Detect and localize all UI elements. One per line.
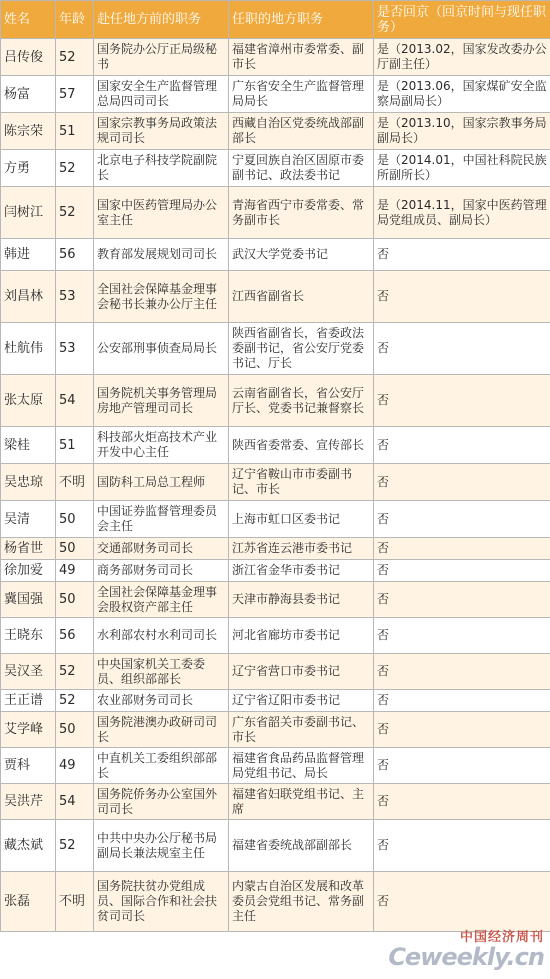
cell-name: 王晓东 — [1, 618, 56, 654]
cell-return-status: 否 — [374, 748, 550, 784]
cell-name: 闫树江 — [1, 187, 56, 239]
cell-age: 52 — [56, 187, 94, 239]
cell-name: 杨省世 — [1, 538, 56, 560]
cell-age: 49 — [56, 748, 94, 784]
table-row — [1, 501, 550, 538]
cell-name: 艾学峰 — [1, 712, 56, 748]
cell-age: 52 — [56, 820, 94, 872]
cell-age: 54 — [56, 784, 94, 820]
cell-previous-post: 商务部财务司司长 — [94, 560, 229, 582]
cell-age: 50 — [56, 538, 94, 560]
cell-return-status: 否 — [374, 375, 550, 427]
cell-return-status: 是（2014.01，中国社科院民族所副所长） — [374, 150, 550, 187]
header-return-status: 是否回京（回京时间与现任职务） — [374, 1, 550, 39]
header-previous-post: 赴任地方前的职务 — [94, 1, 229, 39]
header-age: 年龄 — [56, 1, 94, 39]
cell-return-status: 否 — [374, 464, 550, 501]
table-row — [1, 113, 550, 150]
cell-name: 方勇 — [1, 150, 56, 187]
cell-age: 不明 — [56, 464, 94, 501]
cell-name: 杜航伟 — [1, 323, 56, 375]
cell-previous-post: 科技部火炬高技术产业开发中心主任 — [94, 427, 229, 464]
cell-name: 吕传俊 — [1, 39, 56, 76]
cell-age: 50 — [56, 712, 94, 748]
cell-age: 50 — [56, 582, 94, 618]
header-row — [1, 1, 550, 39]
cell-age: 52 — [56, 654, 94, 690]
cell-return-status: 否 — [374, 784, 550, 820]
cell-name: 贾科 — [1, 748, 56, 784]
cell-age: 56 — [56, 239, 94, 271]
header-name: 姓名 — [1, 1, 56, 39]
cell-previous-post: 中央国家机关工委委员、组织部部长 — [94, 654, 229, 690]
cell-local-post: 江苏省连云港市委书记 — [229, 538, 374, 560]
cell-name: 刘昌林 — [1, 271, 56, 323]
cell-previous-post: 国务院侨务办公室国外司司长 — [94, 784, 229, 820]
table-row — [1, 538, 550, 560]
cell-local-post: 福建省漳州市委常委、副市长 — [229, 39, 374, 76]
cell-previous-post: 全国社会保障基金理事会秘书长兼办公厅主任 — [94, 271, 229, 323]
table-row — [1, 872, 550, 932]
cell-return-status: 是（2013.02，国家发改委办公厅副主任） — [374, 39, 550, 76]
cell-previous-post: 国家宗教事务局政策法规司司长 — [94, 113, 229, 150]
table-row — [1, 427, 550, 464]
table-row — [1, 712, 550, 748]
cell-return-status: 否 — [374, 271, 550, 323]
cell-name: 陈宗荣 — [1, 113, 56, 150]
cell-local-post: 河北省廊坊市委书记 — [229, 618, 374, 654]
cell-local-post: 浙江省金华市委书记 — [229, 560, 374, 582]
table-row — [1, 150, 550, 187]
cell-previous-post: 国家中医药管理局办公室主任 — [94, 187, 229, 239]
cell-local-post: 辽宁省辽阳市委书记 — [229, 690, 374, 712]
table-row — [1, 618, 550, 654]
table-row — [1, 582, 550, 618]
table-row — [1, 239, 550, 271]
cell-age: 50 — [56, 501, 94, 538]
cell-local-post: 武汉大学党委书记 — [229, 239, 374, 271]
cell-return-status: 否 — [374, 560, 550, 582]
cell-age: 52 — [56, 690, 94, 712]
cell-previous-post: 农业部财务司司长 — [94, 690, 229, 712]
watermark-cn: 中国经济周刊 — [459, 930, 544, 945]
cell-previous-post: 国务院办公厅正局级秘书 — [94, 39, 229, 76]
cell-previous-post: 全国社会保障基金理事会股权资产部主任 — [94, 582, 229, 618]
cell-local-post: 辽宁省营口市委书记 — [229, 654, 374, 690]
cell-previous-post: 中直机关工委组织部部长 — [94, 748, 229, 784]
cell-local-post: 内蒙古自治区发展和改革委员会党组书记、常务副主任 — [229, 872, 374, 932]
cell-return-status: 否 — [374, 872, 550, 932]
cell-local-post: 江西省副省长 — [229, 271, 374, 323]
cell-previous-post: 国家安全生产监督管理总局四司司长 — [94, 76, 229, 113]
cell-name: 韩进 — [1, 239, 56, 271]
cell-age: 51 — [56, 113, 94, 150]
cell-return-status: 是（2013.10，国家宗教事务局副局长） — [374, 113, 550, 150]
table-row — [1, 748, 550, 784]
cell-local-post: 西藏自治区党委统战部副部长 — [229, 113, 374, 150]
cell-age: 54 — [56, 375, 94, 427]
cell-previous-post: 国务院港澳办政研司司长 — [94, 712, 229, 748]
cell-return-status: 否 — [374, 501, 550, 538]
cell-local-post: 广东省韶关市委副书记、市长 — [229, 712, 374, 748]
cell-previous-post: 国务院机关事务管理局房地产管理司司长 — [94, 375, 229, 427]
cell-name: 吴忠琼 — [1, 464, 56, 501]
cell-name: 吴清 — [1, 501, 56, 538]
cell-local-post: 福建省食品药品监督管理局党组书记、局长 — [229, 748, 374, 784]
header-local-post: 任职的地方职务 — [229, 1, 374, 39]
table-row — [1, 464, 550, 501]
cell-return-status: 是（2013.06，国家煤矿安全监察局副局长） — [374, 76, 550, 113]
cell-name: 藏杰斌 — [1, 820, 56, 872]
cell-name: 张太原 — [1, 375, 56, 427]
cell-return-status: 否 — [374, 582, 550, 618]
cell-previous-post: 国务院扶贫办党组成员、国际合作和社会扶贫司司长 — [94, 872, 229, 932]
cell-local-post: 陕西省委常委、宣传部长 — [229, 427, 374, 464]
watermark — [388, 926, 544, 969]
cell-local-post: 辽宁省鞍山市市委副书记、市长 — [229, 464, 374, 501]
cell-age: 不明 — [56, 872, 94, 932]
cell-age: 51 — [56, 427, 94, 464]
cell-local-post: 宁夏回族自治区固原市委副书记、政法委书记 — [229, 150, 374, 187]
cell-return-status: 否 — [374, 618, 550, 654]
cell-local-post: 福建省委统战部副部长 — [229, 820, 374, 872]
table-row — [1, 820, 550, 872]
cell-previous-post: 中共中央办公厅秘书局副局长兼法规室主任 — [94, 820, 229, 872]
cell-return-status: 是（2014.11，国家中医药管理局党组成员、副局长） — [374, 187, 550, 239]
table-row — [1, 76, 550, 113]
cell-name: 徐加爱 — [1, 560, 56, 582]
cell-previous-post: 中国证券监督管理委员会主任 — [94, 501, 229, 538]
cell-previous-post: 交通部财务司司长 — [94, 538, 229, 560]
cell-return-status: 否 — [374, 820, 550, 872]
cell-local-post: 青海省西宁市委常委、常务副市长 — [229, 187, 374, 239]
cell-age: 52 — [56, 150, 94, 187]
cell-local-post: 天津市静海县委书记 — [229, 582, 374, 618]
cell-previous-post: 教育部发展规划司司长 — [94, 239, 229, 271]
cell-name: 杨富 — [1, 76, 56, 113]
cell-previous-post: 水利部农村水利司司长 — [94, 618, 229, 654]
cell-age: 57 — [56, 76, 94, 113]
table-row — [1, 375, 550, 427]
cell-name: 冀国强 — [1, 582, 56, 618]
cell-name: 梁桂 — [1, 427, 56, 464]
cell-local-post: 广东省安全生产监督管理局局长 — [229, 76, 374, 113]
cell-name: 王正谱 — [1, 690, 56, 712]
cell-local-post: 福建省妇联党组书记、主席 — [229, 784, 374, 820]
cell-return-status: 否 — [374, 654, 550, 690]
cell-previous-post: 国防科工局总工程师 — [94, 464, 229, 501]
cell-age: 52 — [56, 39, 94, 76]
cell-return-status: 否 — [374, 690, 550, 712]
cell-return-status: 否 — [374, 427, 550, 464]
cell-return-status: 否 — [374, 239, 550, 271]
cell-age: 56 — [56, 618, 94, 654]
cell-return-status: 否 — [374, 712, 550, 748]
table-row — [1, 784, 550, 820]
cell-return-status: 否 — [374, 538, 550, 560]
table-row — [1, 39, 550, 76]
table-row — [1, 187, 550, 239]
cell-age: 49 — [56, 560, 94, 582]
cell-local-post: 上海市虹口区委书记 — [229, 501, 374, 538]
cell-previous-post: 北京电子科技学院副院长 — [94, 150, 229, 187]
table-row — [1, 654, 550, 690]
cell-name: 张磊 — [1, 872, 56, 932]
watermark-en: Ceweekly.cn — [388, 943, 544, 971]
cell-local-post: 云南省副省长，省公安厅厅长、党委书记兼督察长 — [229, 375, 374, 427]
cell-return-status: 否 — [374, 323, 550, 375]
cell-age: 53 — [56, 323, 94, 375]
table-row — [1, 560, 550, 582]
cell-age: 53 — [56, 271, 94, 323]
cell-local-post: 陕西省副省长，省委政法委副书记，省公安厅党委书记、厅长 — [229, 323, 374, 375]
cell-name: 吴洪芹 — [1, 784, 56, 820]
table-row — [1, 271, 550, 323]
cell-name: 吴汉圣 — [1, 654, 56, 690]
cell-previous-post: 公安部刑事侦查局局长 — [94, 323, 229, 375]
table-row — [1, 690, 550, 712]
table-row — [1, 323, 550, 375]
